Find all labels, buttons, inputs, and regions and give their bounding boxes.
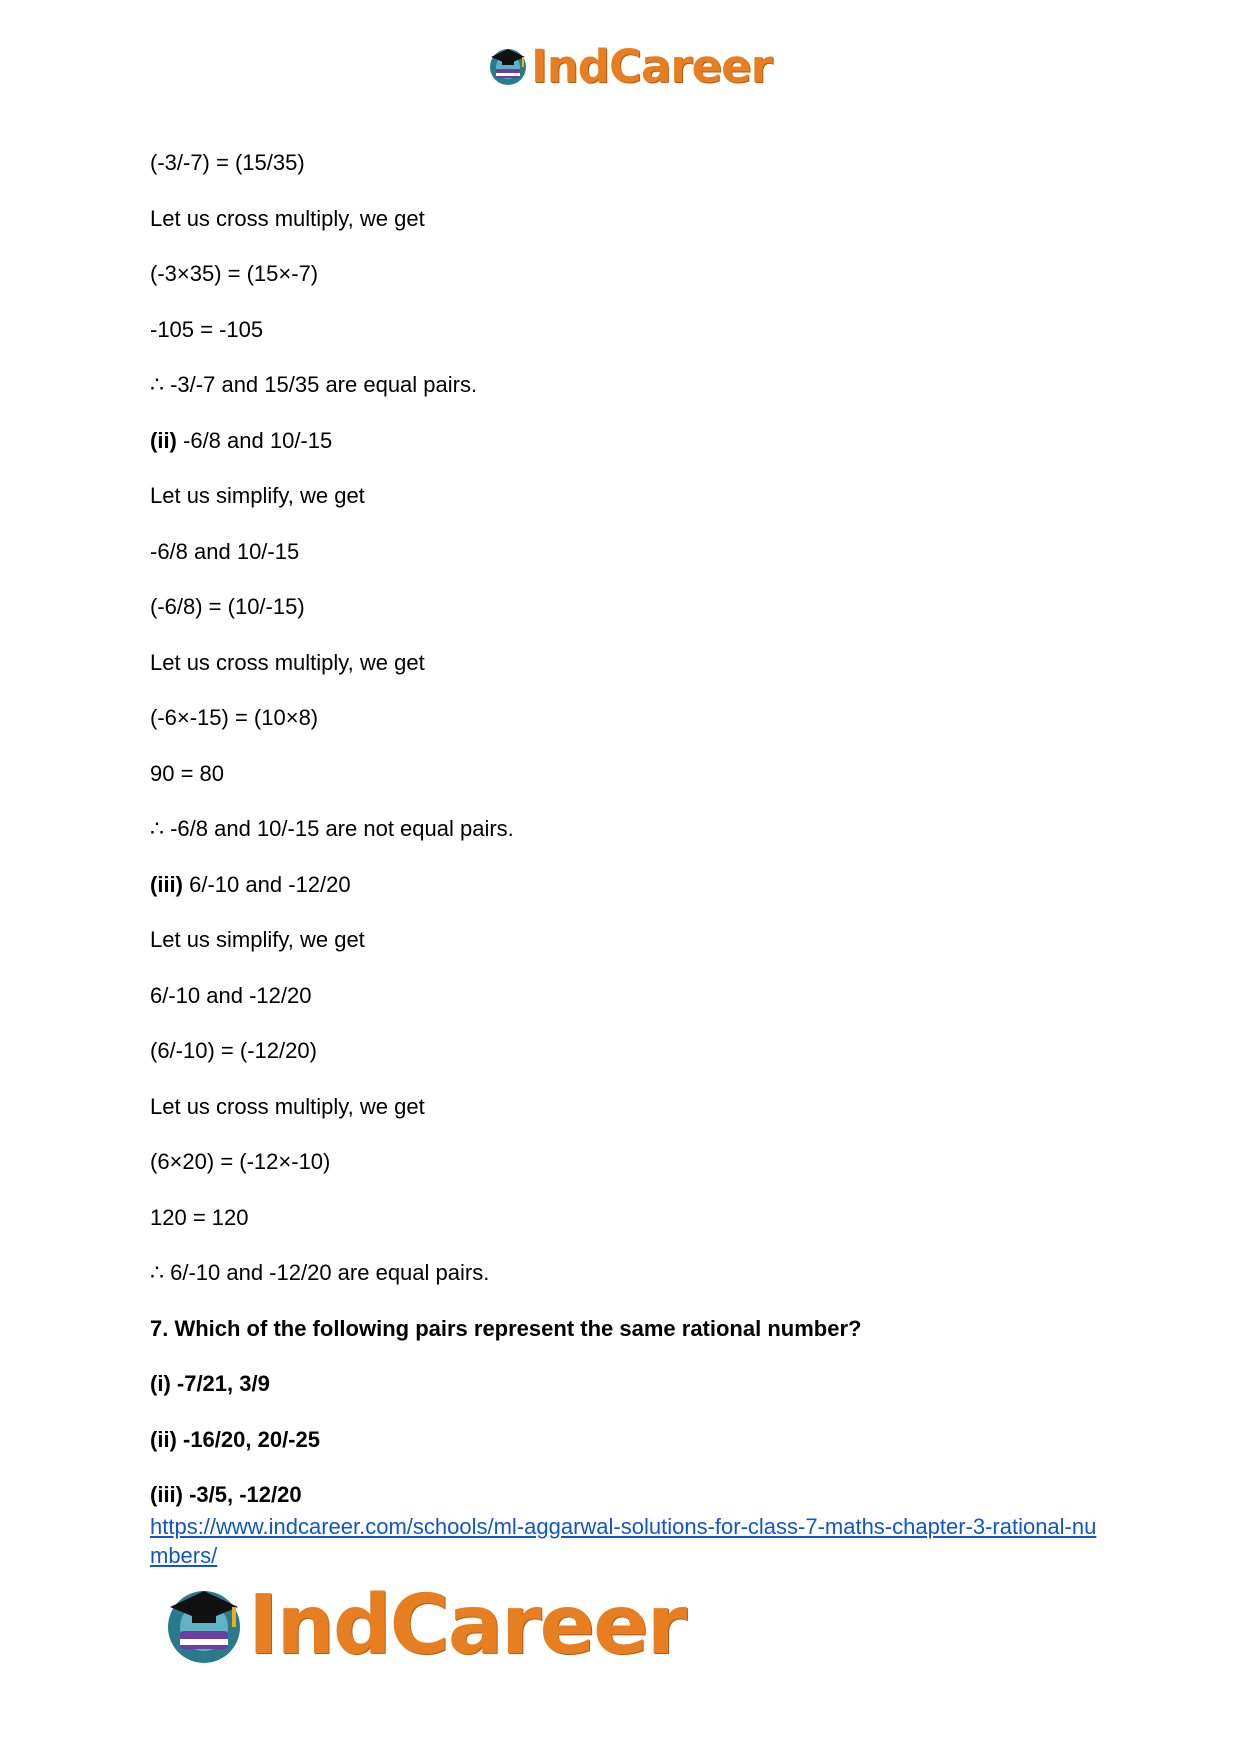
- line-text: Let us cross multiply, we get: [150, 205, 425, 231]
- document-body: [150, 148, 1110, 1536]
- text-line: [150, 481, 1110, 537]
- line-text: 90 = 80: [150, 760, 225, 786]
- text-line: [150, 259, 1110, 315]
- line-label: (ii): [150, 427, 177, 453]
- line-text: -6/8 and 10/-15: [150, 538, 300, 564]
- line-text: -105 = -105: [150, 316, 264, 342]
- line-text: (-3×35) = (15×-7): [150, 261, 319, 286]
- text-line: [150, 925, 1110, 981]
- question-part: (ii) -16/20, 20/-25: [150, 1426, 320, 1452]
- question-part: (i) -7/21, 3/9: [150, 1371, 270, 1396]
- graduation-book-icon: [162, 1583, 246, 1667]
- line-label: (iii): [150, 871, 183, 897]
- line-text: (6×20) = (-12×-10): [150, 1149, 331, 1174]
- line-text: 6/-10 and -12/20: [150, 982, 312, 1008]
- source-link[interactable]: https://www.indcareer.com/schools/ml-aggarwal-solutions-for-class-7-maths-chapter-3-rational-numbers/: [150, 1514, 1097, 1568]
- header-brand-text: IndCareer: [531, 39, 772, 93]
- line-text: (6/-10) = (-12/20): [150, 1038, 317, 1063]
- footer-link-block: [150, 1512, 1110, 1570]
- text-line: [150, 703, 1110, 759]
- text-line: [150, 1258, 1110, 1314]
- line-text: (-6×-15) = (10×8): [150, 705, 319, 730]
- text-line: [150, 204, 1110, 260]
- text-line: [150, 1036, 1110, 1092]
- text-line: [150, 981, 1110, 1037]
- text-line: [150, 370, 1110, 426]
- footer-brand-text: IndCareer: [248, 1577, 686, 1673]
- text-line: [150, 537, 1110, 593]
- line-text: 120 = 120: [150, 1204, 249, 1230]
- text-line: [150, 870, 1110, 926]
- text-line: [150, 814, 1110, 870]
- text-line: [150, 148, 1110, 204]
- question-title: 7. Which of the following pairs represent the same rational number?: [150, 1315, 862, 1341]
- line-text: (-6/8) = (10/-15): [150, 594, 305, 619]
- text-line: [150, 592, 1110, 648]
- text-line: [150, 315, 1110, 371]
- footer-logo: [162, 1577, 686, 1673]
- text-line: [150, 1203, 1110, 1259]
- line-text: ∴ -6/8 and 10/-15 are not equal pairs.: [150, 816, 514, 841]
- text-line: [150, 648, 1110, 704]
- line-text: (-3/-7) = (15/35): [150, 150, 305, 175]
- graduation-book-icon: [487, 45, 529, 87]
- line-text: ∴ 6/-10 and -12/20 are equal pairs.: [150, 1260, 490, 1285]
- line-text: Let us simplify, we get: [150, 483, 365, 508]
- line-text: 6/-10 and -12/20: [183, 871, 351, 897]
- line-text: Let us cross multiply, we get: [150, 649, 425, 675]
- question-part: (iii) -3/5, -12/20: [150, 1482, 302, 1507]
- line-text: Let us simplify, we get: [150, 927, 365, 952]
- text-line: [150, 426, 1110, 482]
- line-text: ∴ -3/-7 and 15/35 are equal pairs.: [150, 372, 478, 397]
- line-text: -6/8 and 10/-15: [176, 427, 333, 453]
- text-line: [150, 759, 1110, 815]
- header-logo: [487, 38, 772, 94]
- text-line: [150, 1147, 1110, 1203]
- line-text: Let us cross multiply, we get: [150, 1093, 425, 1119]
- text-line: [150, 1092, 1110, 1148]
